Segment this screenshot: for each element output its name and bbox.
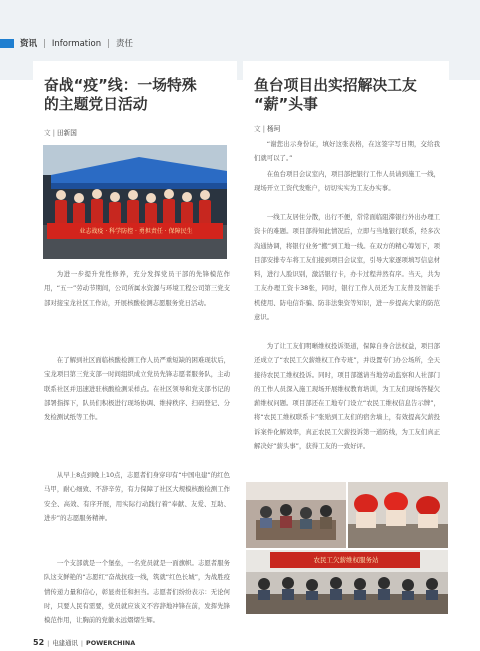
bank-service-photo bbox=[246, 482, 346, 548]
article-left bbox=[33, 61, 237, 625]
category-label: 责任 bbox=[115, 39, 133, 49]
article-left-paragraph: 一个支部就是一个堡垒，一名党员就是一面旗帜。志愿者服务队这支鲜艳的“志愿红”奋战抗疫一线，筑就“红色长城”，为战胜疫情传递力量和信心，彰显责任和担当。志愿者们纷纷表示：无论何时，只要人民有需要，党员就应该义不容辞地冲锋在前，发挥先锋模范作用，让胸前的党徽永远熠熠生辉。 bbox=[44, 559, 230, 625]
article-left-byline: 文 | 田新国 bbox=[44, 129, 77, 137]
service-station-photo bbox=[246, 550, 448, 614]
article-right-paragraph: 在鱼台项目会议室内，项目部把银行工作人员请到施工一线，现场开立工资代发账户，切切实实为工友办实事。 bbox=[254, 170, 440, 193]
article-right-paragraph: 为了让工友们明晰维权投诉渠道，保障自身合法权益，项目部还成立了“农民工欠薪维权工作专班”，并设置专门办公场所，全天接待农民工维权投诉。同时，项目部邀请当地劳动监察和人社部门的工作人员深入施工现场开展维权教育培训，为工友们现场答疑欠薪维权问题。项目部还在工地专门设立“农民工维权信息告示牌”，将“农民工维权联系卡”张贴到工友们的宿舍墙上，有效提高欠薪投诉案件化解效率，真正农民工欠薪投诉第一道防线，为工友们真正解决好“薪头事”，获得工友的一致好评。 bbox=[254, 342, 440, 451]
article-right-paragraph: “谢您出示身份证，填好这张表格，在这签字写日期，交给我们就可以了。” bbox=[254, 140, 440, 163]
section-sub-label: Information bbox=[51, 39, 102, 49]
article-left-paragraph: 为进一步提升党性修养，充分发挥党员干部的先锋模范作用，“五一”劳动节期间，公司所属水资源与环境工程公司第三党支部对接宝龙社区工作站，开展核酸检测志愿服务党日活动。 bbox=[44, 270, 230, 307]
volunteer-photo-image bbox=[43, 145, 227, 259]
magazine-name: 电建通讯 bbox=[52, 639, 78, 647]
photo-sign-text: 农民工欠薪维权服务站 bbox=[313, 556, 379, 564]
page-footer: 52 | 电建通讯 | POWERCHINA bbox=[33, 638, 136, 647]
article-right-title: 鱼台项目出实招解决工友 “薪”头事 bbox=[254, 77, 417, 113]
volunteer-photo bbox=[43, 145, 227, 259]
page-number: 52 bbox=[33, 638, 45, 647]
helmet-photo-image bbox=[348, 482, 448, 548]
article-right-byline: 文 | 杨珂 bbox=[254, 125, 281, 133]
article-left-title: 奋战“疫”线：一场特殊 的主题党日活动 bbox=[44, 77, 197, 113]
section-marker bbox=[0, 39, 14, 48]
bank-service-photo-image bbox=[246, 482, 346, 548]
breadcrumb: 资讯 | Information | 责任 bbox=[20, 39, 133, 49]
brand-name: POWERCHINA bbox=[86, 639, 136, 647]
article-left-paragraph: 从早上8点到晚上10点，志愿者们身穿印有“中国电建”的红色马甲，耐心细致、不辞辛劳，有力保障了社区大规模核酸检测工作安全、高效、有序开展，用实际行动践行着“奉献、友爱、互助、进步”的志愿服务精神。 bbox=[44, 471, 230, 522]
helmet-photo bbox=[348, 482, 448, 548]
article-right bbox=[243, 61, 449, 623]
photo-banner-text: 业志战疫 · 科学防控 · 勇担责任 · 保障民生 bbox=[79, 228, 193, 235]
article-right-paragraph: 一线工友居住分散，出行不便，常常面临阻滞银行外出办理工资卡的难题。项目部得知此情况后，立即与当地银行联系，经多次沟通协调，将银行业务“搬”到工地一线。在双方的精心筹划下，项目部安排专车将工友们接到项目会议室，引导大家逐项填写信息材料，进行人脸识别，激活银行卡，办卡过程井然有序。当天，共为工友办理工资卡38张，同时，银行工作人员还为工友普及智能手机使用、防电信诈骗、防非法集资等知识，进一步提高大家的防范意识。 bbox=[254, 213, 440, 322]
section-label: 资讯 bbox=[20, 39, 38, 49]
article-left-paragraph: 在了解到社区面临核酸检测工作人员严重短缺的困难现状后，宝龙项目第三党支部一时间组织成立党员先锋志愿者服务队，主动联系社区并迅速进驻核酸检测采样点。在社区领导和党支部书记的部署指挥下，队员们积极进行现场协调、维持秩序、扫码登记、分发检测试纸等工作。 bbox=[44, 356, 230, 422]
